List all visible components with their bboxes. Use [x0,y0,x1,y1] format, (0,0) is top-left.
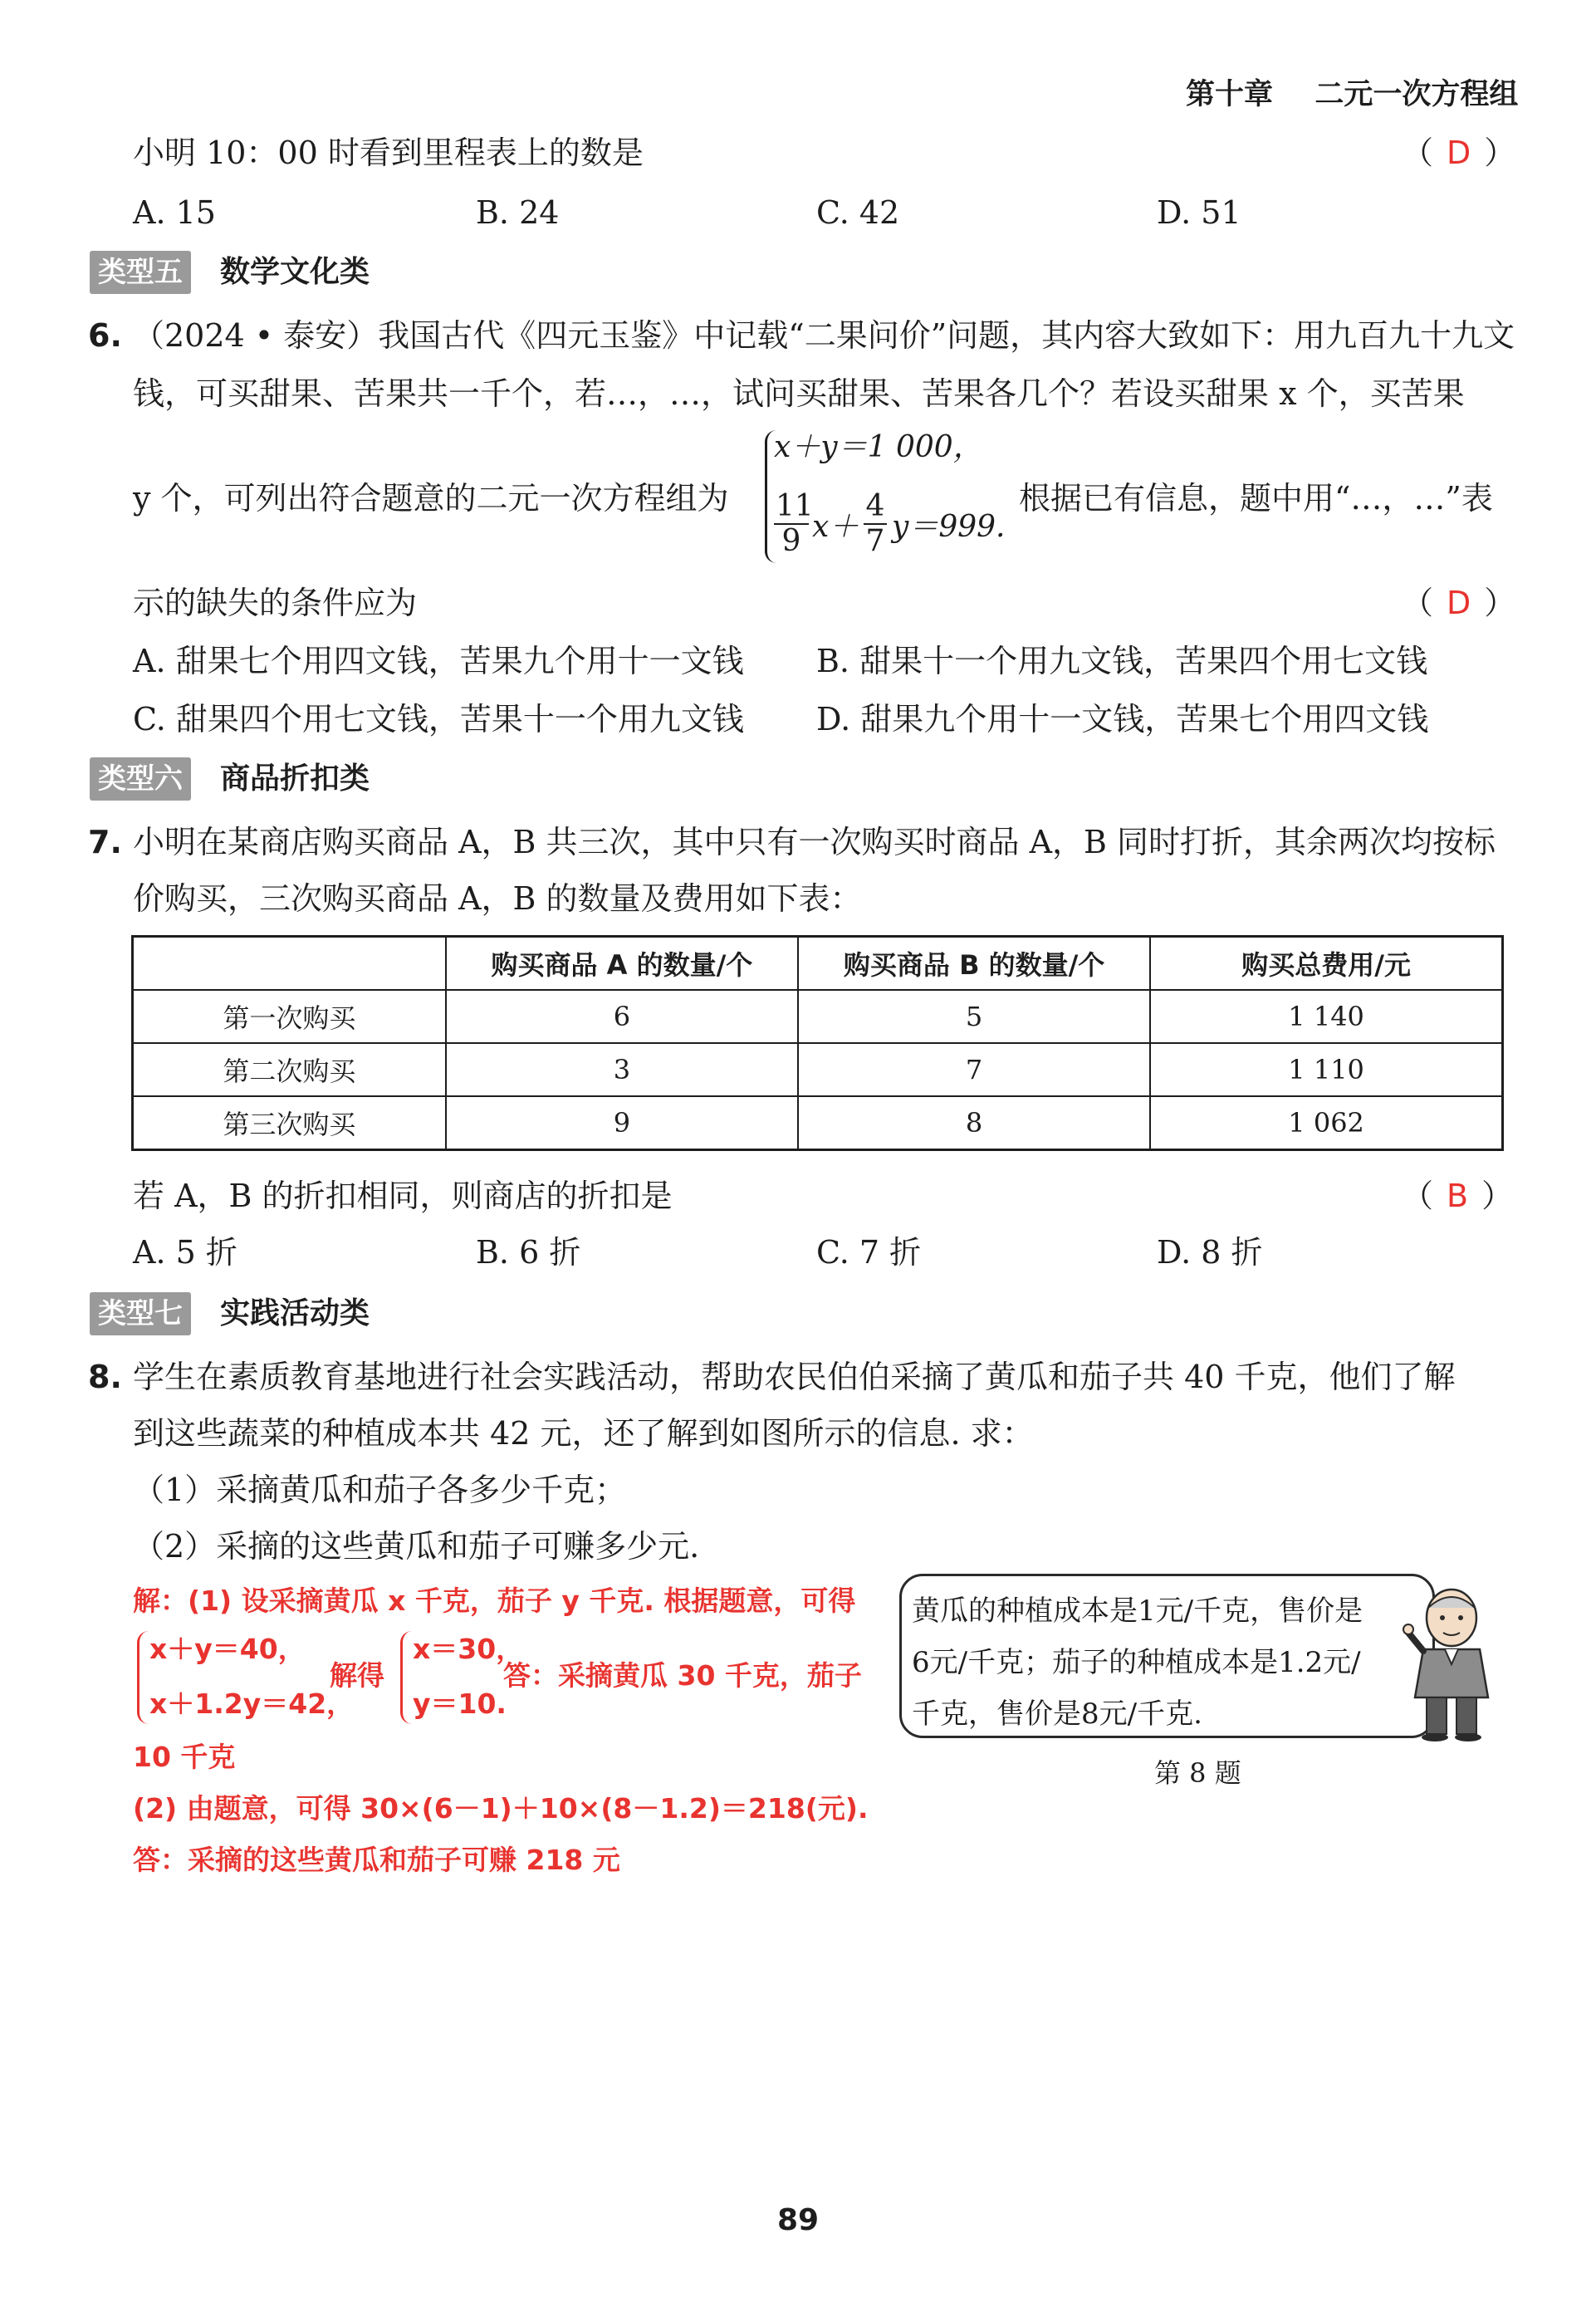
q8-line1: 学生在素质教育基地进行社会实践活动，帮助农民伯伯采摘了黄瓜和茄子共 40 千克，他们了解 [133,1359,1456,1395]
q8-sys2-eq2: y＝10. [413,1688,507,1720]
page-number: 89 [777,2203,820,2237]
q7-answer: B [1447,1178,1469,1214]
type6-title: 商品折扣类 [220,762,370,796]
q5-answer-bracket: （ D ） [1402,135,1516,171]
table-cell: 第一次购买 [133,990,446,1043]
q6-frac1 [774,489,814,558]
q8-line2: 到这些蔬菜的种植成本共 42 元，还了解到如图所示的信息. 求： [133,1415,1034,1452]
q5-option-b: B. 24 [476,194,560,231]
q6-eq2-mid: x＋ [812,510,859,544]
q6-option-c: C. 甜果四个用七文钱，苦果十一个用九文钱 [133,701,744,737]
table-cell: 第三次购买 [133,1096,446,1150]
q6-option-a: A. 甜果七个用四文钱，苦果九个用十一文钱 [133,643,744,679]
q6-frac2-den: 7 [865,524,885,558]
q5-option-d: D. 51 [1157,194,1241,231]
q6-answer-bracket: （ D ） [1402,585,1516,621]
q8-sys1-eq1: x＋y＝40， [149,1633,306,1665]
table-cell: 1 062 [1150,1096,1502,1150]
q6-line4: 示的缺失的条件应为 [133,585,418,621]
table-row [133,1043,1503,1096]
q8-solution-line2: (2) 由题意，可得 30×(6－1)＋10×(8－1.2)＝218(元). [133,1792,869,1825]
table-cell: 第二次购买 [133,1043,446,1096]
table-cell: 1 110 [1150,1043,1502,1096]
q6-eq1: x＋y＝1 000， [774,430,983,464]
farmer-illustration [1402,1585,1501,1742]
table-cell: 9 [446,1096,798,1150]
table-row [133,990,1503,1043]
q8-solution-line1: 解：(1) 设采摘黄瓜 x 千克，茄子 y 千克. 根据题意，可得 [133,1585,856,1617]
table-cell: 8 [798,1096,1150,1150]
q8-system2-brace [400,1631,413,1724]
table-cell: 5 [798,990,1150,1043]
table-header-cell: 购买商品 B 的数量/个 [798,937,1150,991]
q6-answer: D [1447,585,1471,621]
q5-stem: 小明 10：00 时看到里程表上的数是 [133,135,644,171]
q5-answer: D [1447,135,1471,171]
q7-question: 若 A，B 的折扣相同，则商店的折扣是 [133,1178,673,1214]
q6-line3-pre: y 个，可列出符合题意的二元一次方程组为 [133,480,729,517]
q6-line2: 钱，可买甜果、苦果共一千个，若…，…，试问买甜果、苦果各几个？若设买甜果 x 个，买苦果 [133,375,1465,412]
q8-sub1: （1）采摘黄瓜和茄子各多少千克； [133,1472,627,1508]
q5-option-c: C. 42 [816,194,900,231]
table-cell: 6 [446,990,798,1043]
q5-option-a: A. 15 [133,194,216,231]
q8-number: 8. [88,1359,122,1395]
q8-sys1-eq2: x＋1.2y＝42， [149,1688,355,1720]
figure-caption: 第 8 题 [1154,1757,1241,1789]
type5-title: 数学文化类 [220,255,370,289]
q7-answer-bracket: （ B ） [1402,1178,1514,1214]
q6-option-d: D. 甜果九个用十一文钱，苦果七个用四文钱 [816,701,1429,737]
chapter-header [1186,76,1518,113]
q7-option-b: B. 6 折 [476,1234,581,1271]
q7-option-c: C. 7 折 [816,1234,922,1271]
q6-frac2 [864,490,887,558]
q8-sub2: （2）采摘的这些黄瓜和茄子可赚多少元. [133,1528,700,1565]
q8-sys2-eq1: x＝30， [413,1633,524,1665]
q6-line1: （2024 • 泰安）我国古代《四元玉鉴》中记载“二果问价”问题，其内容大致如下：用九百九十九文 [133,317,1515,354]
type5-tag: 类型五 [90,251,191,294]
table-header-cell: 购买商品 A 的数量/个 [446,937,798,991]
q6-option-b: B. 甜果十一个用九文钱，苦果四个用七文钱 [816,643,1428,679]
table-cell: 7 [798,1043,1150,1096]
q8-answer1: 答：采摘黄瓜 30 千克，茄子 [503,1659,862,1692]
chapter-number: 第十章 [1186,78,1274,111]
table-header-cell [133,937,446,991]
chapter-title: 二元一次方程组 [1314,78,1519,111]
table-row [133,1096,1503,1150]
q6-line3-post: 根据已有信息，题中用“…，…”表 [1019,480,1493,517]
q7-option-d: D. 8 折 [1157,1234,1263,1271]
table-cell: 1 140 [1150,990,1502,1043]
bubble-line-1: 黄瓜的种植成本是1元/千克，售价是 [912,1594,1363,1628]
bubble-line-3: 千克，售价是8元/千克. [912,1697,1202,1731]
type6-tag: 类型六 [90,757,191,801]
type7-title: 实践活动类 [220,1296,370,1330]
purchase-table [131,935,1504,1151]
q8-answer1-tail: 10 千克 [133,1741,236,1773]
bubble-line-2: 6元/千克；茄子的种植成本是1.2元/ [912,1646,1361,1679]
table-cell: 3 [446,1043,798,1096]
q6-frac1-den: 9 [781,524,801,558]
q8-solution-line3: 答：采摘的这些黄瓜和茄子可赚 218 元 [133,1844,620,1876]
q6-eq2-tail: y＝999. [892,510,1006,544]
q6-frac1-num: 11 [776,489,814,523]
q7-number: 7. [88,824,122,860]
q7-line1: 小明在某商店购买商品 A，B 共三次，其中只有一次购买时商品 A，B 同时打折，其余两次均按标 [133,824,1496,860]
q8-system1-brace [137,1631,149,1724]
table-header-row [133,937,1503,991]
q7-line2: 价购买，三次购买商品 A，B 的数量及费用如下表： [133,880,862,917]
type7-tag: 类型七 [90,1292,191,1335]
table-header-cell: 购买总费用/元 [1150,937,1502,991]
q7-option-a: A. 5 折 [133,1234,237,1271]
q6-frac2-num: 4 [864,490,887,525]
q8-solve-word: 解得 [330,1659,384,1692]
q6-number: 6. [88,317,122,354]
